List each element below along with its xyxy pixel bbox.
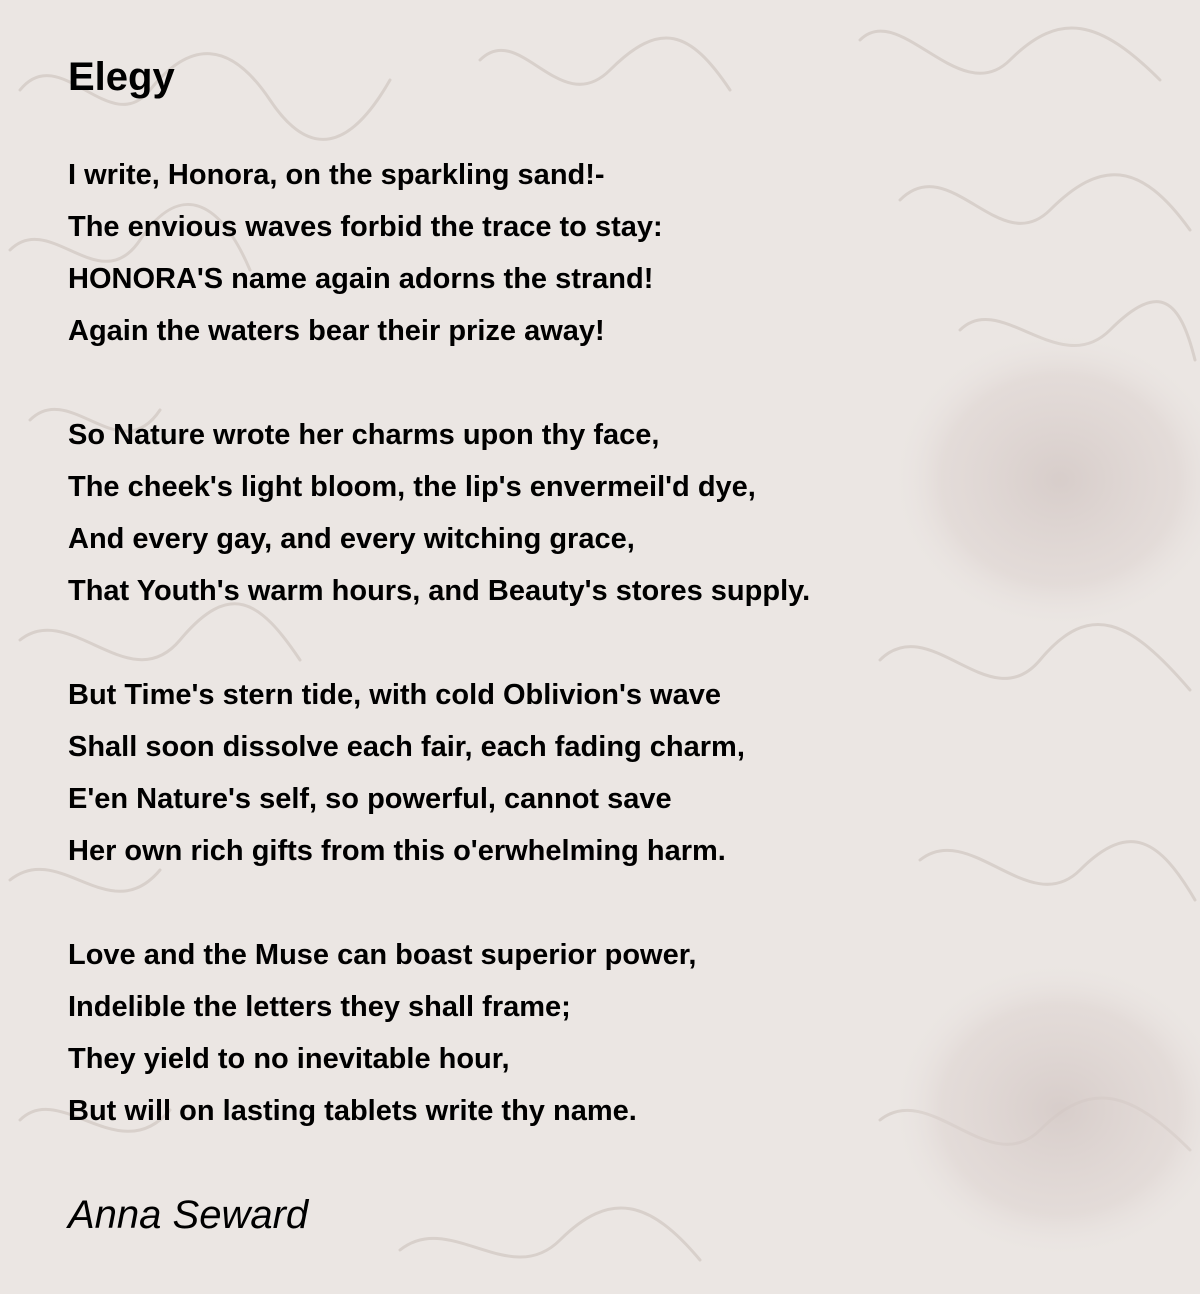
poem-line: The envious waves forbid the trace to stay: [68,211,663,243]
poem-author: Anna Seward [68,1193,309,1237]
poem-line: HONORA'S name again adorns the strand! [68,263,654,295]
stanza [68,929,1128,1137]
poem-line: Indelible the letters they shall frame; [68,991,571,1023]
stanza [68,149,1128,357]
poem-line: And every gay, and every witching grace, [68,523,635,555]
poem-line: The cheek's light bloom, the lip's envermeil'd dye, [68,471,756,503]
poem-line: I write, Honora, on the sparkling sand!- [68,159,605,191]
poem-line: They yield to no inevitable hour, [68,1043,510,1075]
stanza [68,409,1128,617]
stanza [68,669,1128,877]
poem-line: But Time's stern tide, with cold Oblivion's wave [68,679,721,711]
poem-line: Love and the Muse can boast superior power, [68,939,697,971]
poem-line: Shall soon dissolve each fair, each fading charm, [68,731,745,763]
poem-line: E'en Nature's self, so powerful, cannot save [68,783,672,815]
poem-line: So Nature wrote her charms upon thy face, [68,419,660,451]
poem-title: Elegy [68,55,175,99]
poem-body [68,149,1128,1189]
poem-line: Her own rich gifts from this o'erwhelming harm. [68,835,726,867]
poem-line: That Youth's warm hours, and Beauty's stores supply. [68,575,811,607]
poem-line: Again the waters bear their prize away! [68,315,605,347]
poem-line: But will on lasting tablets write thy name. [68,1095,637,1127]
